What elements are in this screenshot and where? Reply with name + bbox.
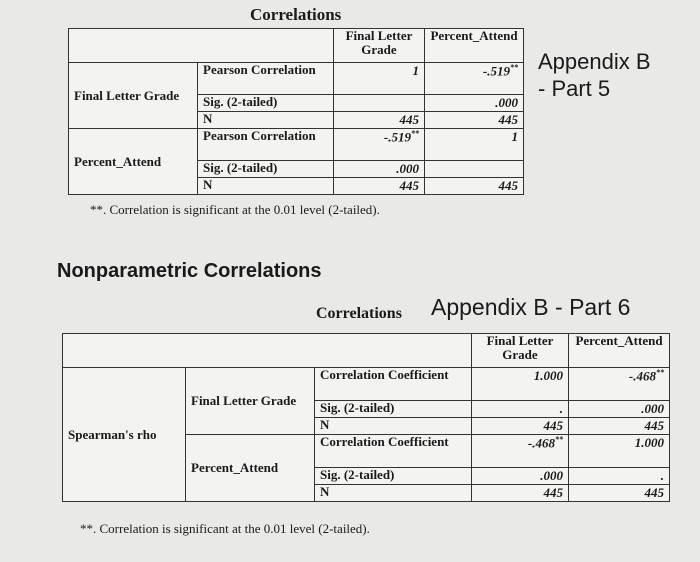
table2-title: Correlations xyxy=(316,305,402,322)
value-cell: 445 xyxy=(569,418,670,435)
table1-title: Correlations xyxy=(250,5,342,24)
appendix-part5-label: Appendix B - Part 5 xyxy=(538,49,651,101)
significance-marker: ** xyxy=(656,368,664,377)
value-text: -.519 xyxy=(383,129,411,145)
value-cell: 445 xyxy=(425,112,524,129)
value-text: -.468 xyxy=(628,368,656,384)
value-cell: 1.000 xyxy=(472,368,569,401)
stat-label: N xyxy=(198,178,334,195)
value-cell: 1 xyxy=(334,63,425,95)
value-cell: 445 xyxy=(425,178,524,195)
row-group-final-grade: Final Letter Grade xyxy=(69,63,198,129)
stat-label: N xyxy=(315,418,472,435)
table2-footnote: **. Correlation is significant at the 0.01 level (2-tailed). xyxy=(80,521,370,536)
value-cell xyxy=(425,161,524,178)
value-text: -.468 xyxy=(527,435,555,451)
stat-label: N xyxy=(198,112,334,129)
value-cell: .000 xyxy=(472,468,569,485)
value-cell: 445 xyxy=(334,178,425,195)
value-cell xyxy=(334,95,425,112)
value-cell: 445 xyxy=(472,418,569,435)
pearson-correlations-table xyxy=(68,28,524,195)
value-cell xyxy=(472,435,569,468)
value-cell: .000 xyxy=(425,95,524,112)
row-group-percent-attend: Percent_Attend xyxy=(69,129,198,195)
stat-label: Correlation Coefficient xyxy=(315,368,472,401)
col-header-final-grade: Final Letter Grade xyxy=(334,29,425,63)
appendix-part6-label: Appendix B - Part 6 xyxy=(431,294,631,320)
value-cell: . xyxy=(472,401,569,418)
value-cell xyxy=(425,63,524,95)
stat-label: Pearson Correlation xyxy=(198,129,334,161)
value-text: -.519 xyxy=(482,63,510,79)
significance-marker: ** xyxy=(411,129,419,138)
stat-label: Sig. (2-tailed) xyxy=(315,468,472,485)
significance-marker: ** xyxy=(510,63,518,72)
value-cell xyxy=(334,129,425,161)
stat-label: Sig. (2-tailed) xyxy=(198,95,334,112)
corner-cell xyxy=(63,334,472,368)
value-cell xyxy=(569,368,670,401)
value-cell: 1 xyxy=(425,129,524,161)
row-group-final-grade: Final Letter Grade xyxy=(186,368,315,435)
value-cell: 445 xyxy=(334,112,425,129)
value-cell: 445 xyxy=(472,485,569,502)
col-header-percent-attend: Percent_Attend xyxy=(569,334,670,368)
method-label: Spearman's rho xyxy=(63,368,186,502)
stat-label: Sig. (2-tailed) xyxy=(315,401,472,418)
value-cell: 445 xyxy=(569,485,670,502)
stat-label: N xyxy=(315,485,472,502)
value-cell: .000 xyxy=(334,161,425,178)
spearman-correlations-table xyxy=(62,333,670,502)
value-cell: .000 xyxy=(569,401,670,418)
col-header-final-grade: Final Letter Grade xyxy=(472,334,569,368)
stat-label: Pearson Correlation xyxy=(198,63,334,95)
stat-label: Correlation Coefficient xyxy=(315,435,472,468)
nonparametric-title: Nonparametric Correlations xyxy=(57,260,322,282)
value-cell: 1.000 xyxy=(569,435,670,468)
value-cell: . xyxy=(569,468,670,485)
table1-footnote: **. Correlation is significant at the 0.01 level (2-tailed). xyxy=(90,202,380,217)
significance-marker: ** xyxy=(555,435,563,444)
stat-label: Sig. (2-tailed) xyxy=(198,161,334,178)
row-group-percent-attend: Percent_Attend xyxy=(186,435,315,502)
corner-cell xyxy=(69,29,334,63)
col-header-percent-attend: Percent_Attend xyxy=(425,29,524,63)
